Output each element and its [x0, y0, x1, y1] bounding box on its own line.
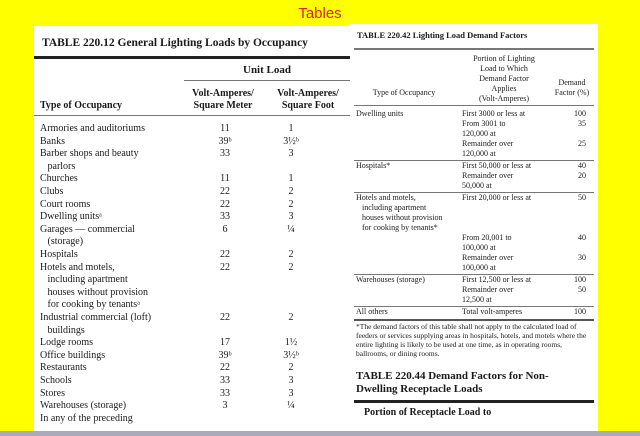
occupancy-type: Warehouses (storage) — [356, 275, 425, 284]
demand-factor: 40 — [578, 161, 586, 170]
table-row — [34, 350, 350, 363]
va-per-sq-meter: 22 — [220, 249, 230, 260]
table-row — [34, 262, 350, 312]
col-header-sq-foot: Volt-Amperes/ Square Foot — [277, 88, 339, 111]
occupancy-type: Garages — commercial (storage) — [40, 223, 135, 248]
divider — [354, 48, 594, 50]
va-per-sq-foot: 1 — [288, 123, 294, 134]
table-220-44-header: Portion of Receptacle Load to — [364, 407, 492, 418]
va-per-sq-foot: 3 — [288, 375, 294, 386]
footnote: *The demand factors of this table shall not apply to the calculated load of feeders or services supplying areas in hospitals, hotels, and motels where the entire lighting is likely to be used at one time, as in operating rooms, ballrooms, or dining rooms. — [356, 322, 587, 358]
va-per-sq-meter: 33 — [220, 387, 230, 399]
table-row — [34, 337, 350, 350]
demand-factor: 50 — [578, 285, 586, 294]
va-per-sq-meter: 6 — [222, 223, 228, 235]
table-row — [34, 375, 350, 388]
col-header-type: Type of Occupancy — [40, 100, 123, 111]
va-per-sq-foot: 1 — [288, 173, 294, 185]
table-row — [34, 312, 350, 337]
occupancy-type: Office buildings — [40, 349, 106, 361]
occupancy-type: Armories and auditoriums — [40, 123, 145, 134]
load-portion: First 20,000 or less at — [462, 193, 532, 202]
occupancy-type: Industrial commercial (loft) buildings — [40, 312, 152, 336]
occupancy-type: Hospitals — [40, 249, 78, 260]
occupancy-type: Hotels and motels, including apartment houses without provision for cooking by tenants* — [356, 193, 443, 232]
va-per-sq-meter: 22 — [220, 362, 230, 374]
va-per-sq-foot: 1½ — [284, 337, 298, 349]
occupancy-type: Court rooms — [40, 198, 91, 210]
table-row — [34, 388, 350, 401]
load-portion: Remainder over 12,500 at — [462, 285, 514, 304]
va-per-sq-foot: 2 — [288, 249, 294, 260]
occupancy-type: Schools — [40, 375, 72, 386]
va-per-sq-meter: 22 — [220, 261, 230, 273]
va-per-sq-meter: 33 — [220, 148, 230, 160]
va-per-sq-foot: 3 — [288, 387, 294, 399]
col-header-portion: Portion of Lighting Load to Which Demand Factor Applies (Volt-Amperes) — [473, 54, 535, 103]
va-per-sq-meter: 3 — [222, 400, 228, 412]
va-per-sq-foot: 3 — [288, 211, 294, 223]
occupancy-type: All others — [356, 307, 388, 316]
occupancy-type: Churches — [40, 173, 78, 185]
table-row — [34, 413, 350, 426]
divider — [354, 105, 594, 106]
table-row — [34, 362, 350, 375]
va-per-sq-meter: 22 — [220, 186, 230, 197]
table-row — [34, 123, 350, 136]
va-per-sq-meter: 39ᵇ — [218, 135, 232, 147]
va-per-sq-meter: 17 — [220, 337, 230, 349]
col-header-factor: Demand Factor (%) — [554, 78, 590, 97]
va-per-sq-foot: 2 — [288, 186, 294, 197]
occupancy-type: Hotels and motels, including apartment houses without provision for cooking by tenantsᵃ — [40, 261, 149, 311]
occupancy-type: Banks — [40, 135, 65, 147]
table-220-44-title: TABLE 220.44 Demand Factors for Non-Dwelling Receptacle Loads — [356, 370, 549, 395]
bottom-bar — [0, 431, 640, 436]
va-per-sq-meter: 39ᵇ — [218, 349, 232, 361]
va-per-sq-meter: 33 — [220, 375, 230, 386]
va-per-sq-meter: 22 — [220, 312, 230, 323]
table-row — [34, 211, 350, 224]
va-per-sq-foot: 3 — [288, 148, 294, 160]
va-per-sq-foot: ¼ — [287, 400, 295, 412]
va-per-sq-meter: 11 — [220, 123, 230, 134]
va-per-sq-meter: 33 — [220, 211, 230, 223]
divider — [34, 56, 350, 59]
demand-factor: 20 — [578, 171, 586, 180]
divider — [34, 115, 350, 116]
load-portion: First 3000 or less at — [462, 109, 526, 118]
demand-factor: 100 — [574, 109, 586, 118]
load-portion: Remainder over 120,000 at — [462, 139, 514, 158]
load-portion: Remainder over 50,000 at — [462, 171, 514, 190]
occupancy-type: In any of the preceding — [40, 412, 133, 424]
table-row — [34, 186, 350, 199]
load-portion: From 3001 to 120,000 at — [462, 119, 506, 138]
table-row — [34, 224, 350, 249]
table-row — [34, 400, 350, 413]
divider — [354, 319, 594, 321]
va-per-sq-foot: 2 — [288, 198, 294, 210]
va-per-sq-meter: 11 — [220, 173, 230, 185]
occupancy-type: Warehouses (storage) — [40, 400, 127, 412]
va-per-sq-foot: 3½ᵇ — [283, 349, 299, 361]
table-220-12-panel — [34, 26, 350, 436]
va-per-sq-foot: 2 — [288, 362, 294, 374]
load-portion: Total volt-amperes — [462, 307, 523, 316]
demand-factor: 25 — [578, 139, 586, 148]
demand-factor: 100 — [574, 275, 586, 284]
va-per-sq-foot: 2 — [288, 312, 294, 323]
table-220-42-panel — [350, 24, 598, 436]
demand-factor: 30 — [578, 253, 586, 262]
va-per-sq-meter: 22 — [220, 198, 230, 210]
occupancy-type: Dwelling unitsᵃ — [40, 211, 102, 223]
occupancy-type: Clubs — [40, 186, 64, 197]
load-portion: From 20,001 to 100,000 at — [462, 233, 512, 252]
demand-factor: 35 — [578, 119, 586, 128]
demand-factor: 100 — [574, 307, 586, 316]
occupancy-type: Hospitals* — [356, 161, 391, 170]
table-220-12-title: TABLE 220.12 General Lighting Loads by Occupancy — [42, 37, 308, 49]
occupancy-type: Restaurants — [40, 362, 87, 374]
occupancy-type: Barber shops and beauty parlors — [40, 148, 139, 172]
load-portion: First 12,500 or less at — [462, 275, 532, 284]
col-header-sq-meter: Volt-Amperes/ Square Meter — [192, 88, 254, 111]
occupancy-type: Stores — [40, 387, 65, 399]
table-row — [34, 199, 350, 212]
load-portion: First 50,000 or less at — [462, 161, 532, 170]
slide-title: Tables — [298, 5, 342, 22]
occupancy-type: Lodge rooms — [40, 337, 94, 349]
table-220-42-title: TABLE 220.42 Lighting Load Demand Factors — [357, 30, 528, 40]
va-per-sq-foot: 3½ᵇ — [283, 135, 299, 147]
va-per-sq-foot: 2 — [288, 261, 294, 273]
unit-load-header: Unit Load — [243, 64, 291, 76]
demand-factor: 40 — [578, 233, 586, 242]
table-row — [34, 173, 350, 186]
divider — [354, 400, 594, 403]
col-header-type: Type of Occupancy — [372, 88, 436, 97]
demand-factor: 50 — [578, 193, 586, 202]
va-per-sq-foot: ¼ — [287, 223, 295, 235]
divider — [184, 80, 350, 81]
table-row — [34, 148, 350, 173]
table-row — [34, 249, 350, 262]
occupancy-type: Dwelling units — [356, 109, 404, 118]
load-portion: Remainder over 100,000 at — [462, 253, 514, 272]
table-row — [34, 136, 350, 149]
